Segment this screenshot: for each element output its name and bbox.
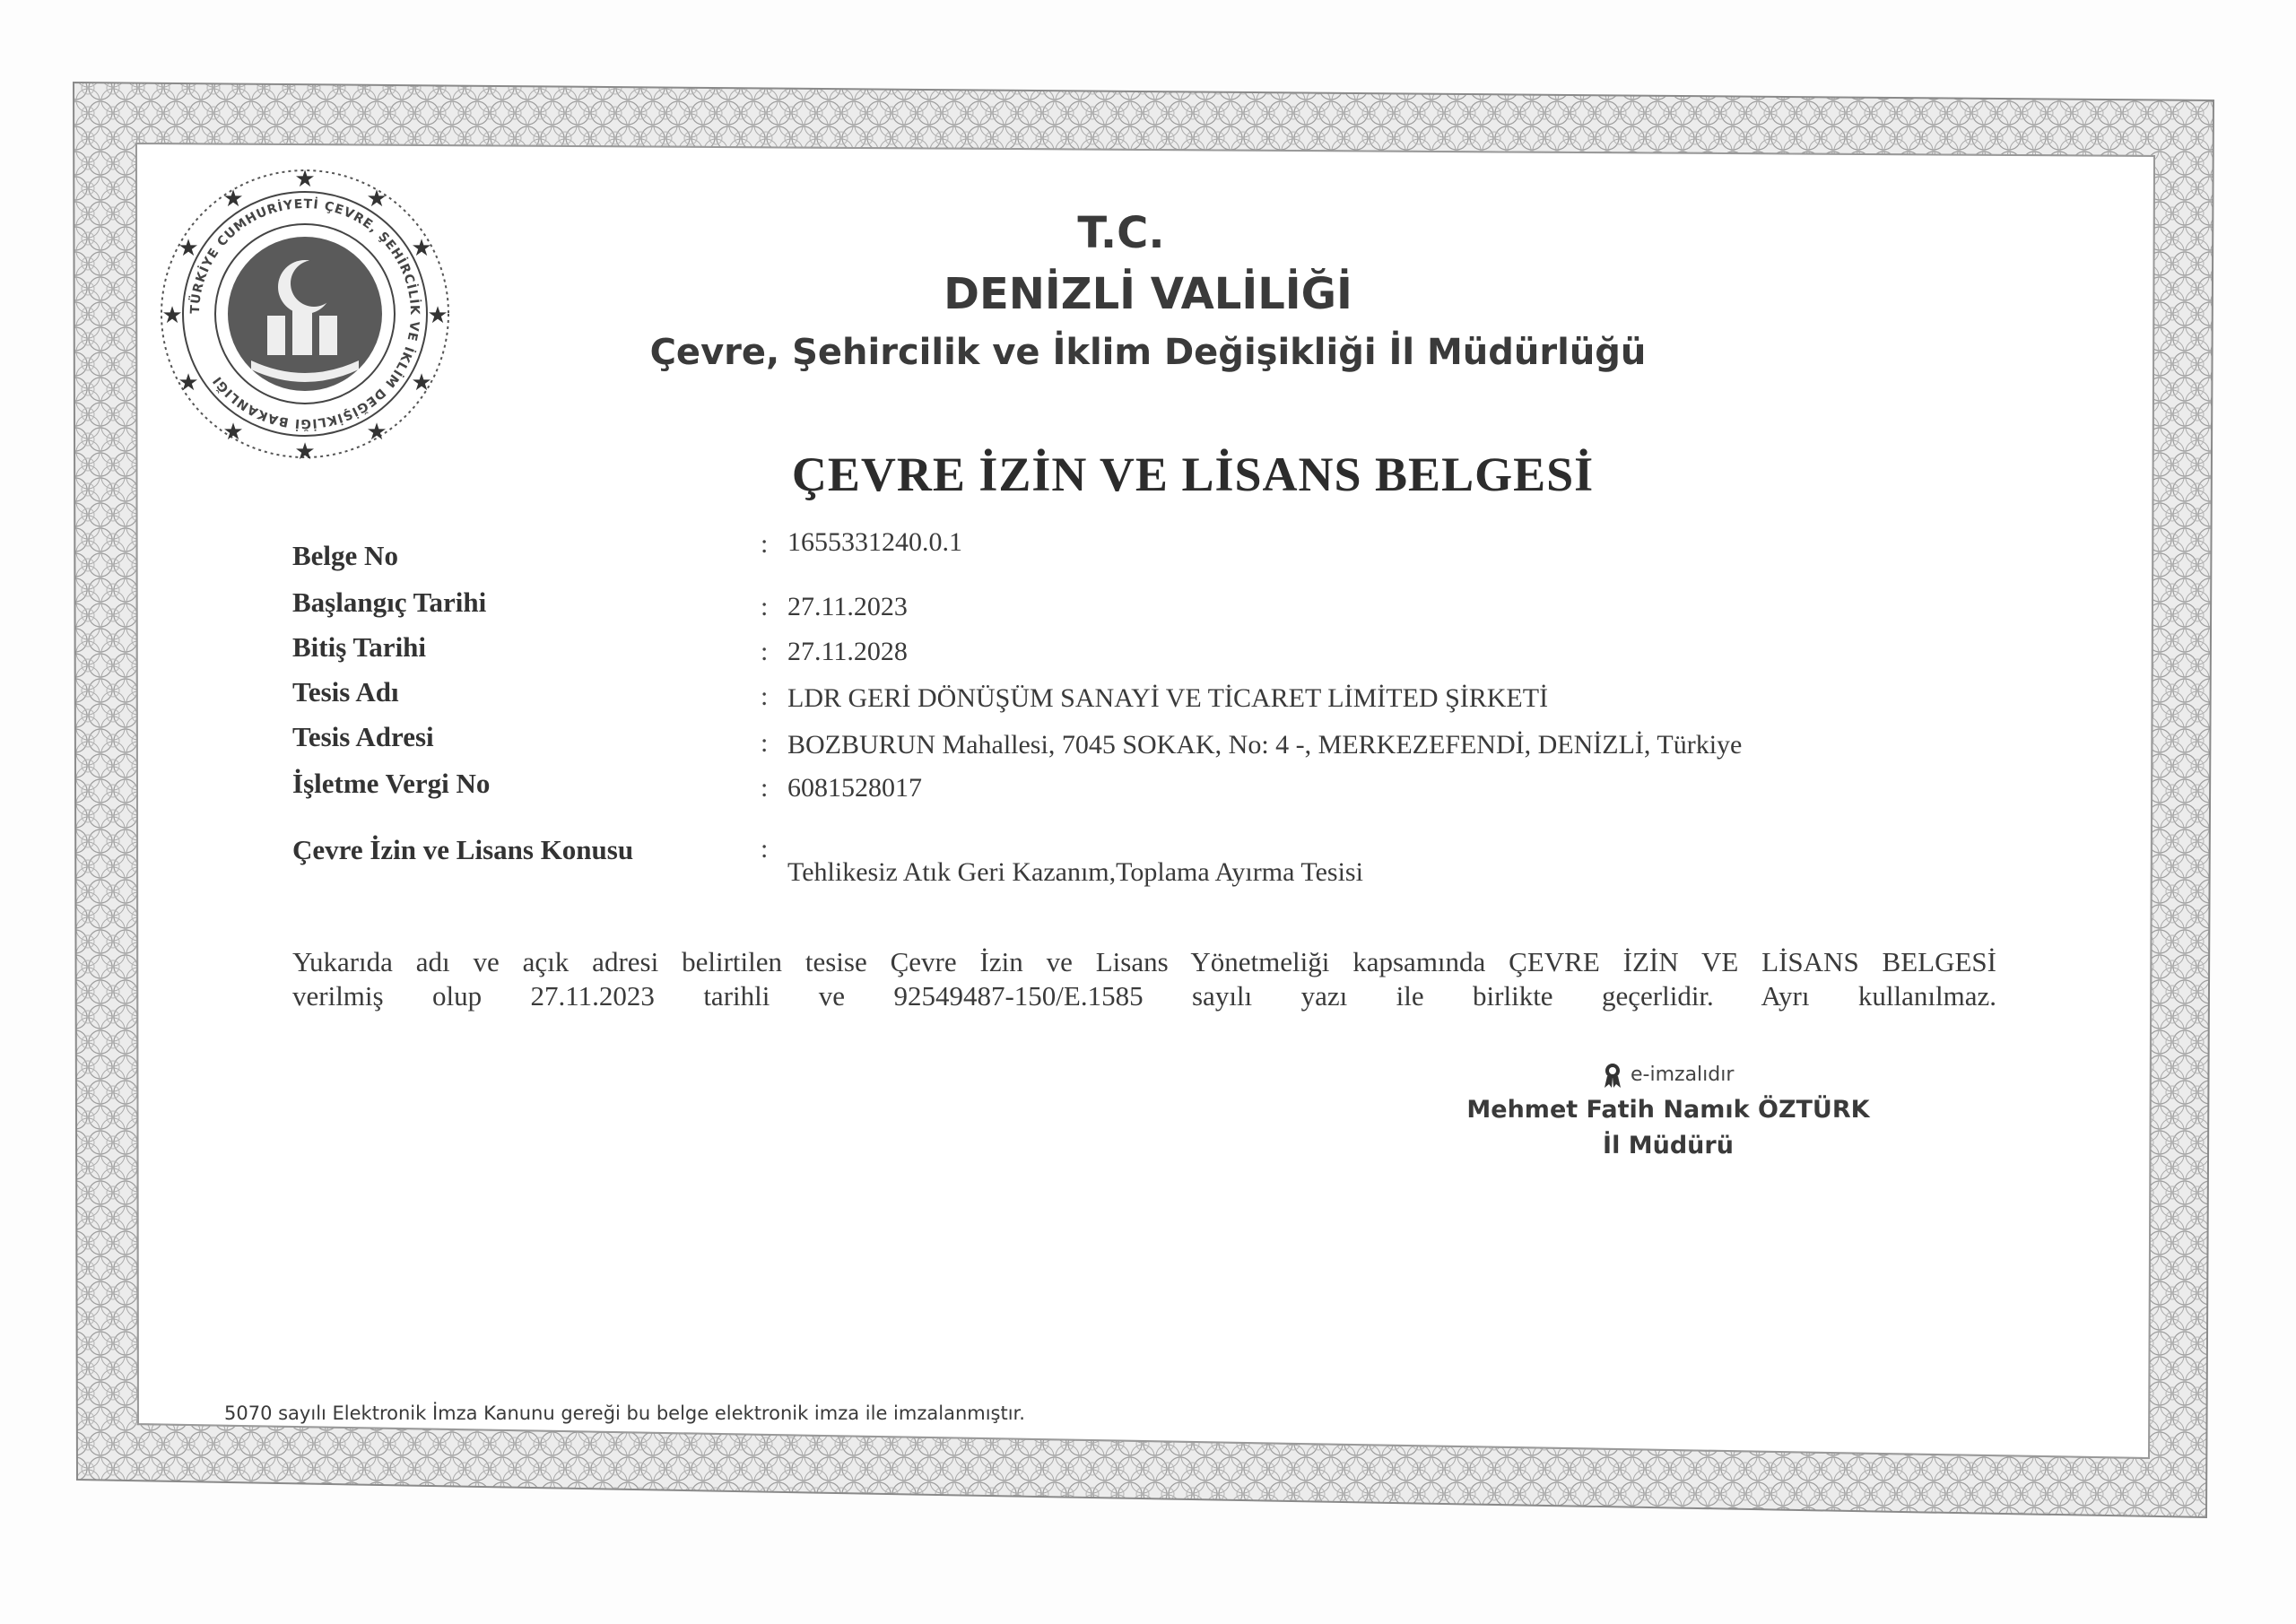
svg-text:★: ★	[161, 302, 183, 329]
value-baslangic-tarihi: 27.11.2023	[787, 592, 908, 621]
colon: :	[761, 728, 769, 758]
label-tesis-adi: Tesis Adı	[292, 676, 399, 708]
header-tc: T.C.	[1077, 208, 1165, 258]
svg-text:★: ★	[178, 235, 199, 262]
label-bitis-tarihi: Bitiş Tarihi	[292, 631, 427, 663]
signer-name: Mehmet Fatih Namık ÖZTÜRK	[1466, 1096, 1870, 1124]
body-paragraph	[292, 945, 1996, 1013]
body-line-1: Yukarıda adı ve açık adresi belirtilen tesise Çevre İzin ve Lisans Yönetmeliği kapsamında ÇEVRE İZİN VE LİSANS BELGESİ	[292, 946, 1996, 977]
footer-note: 5070 sayılı Elektronik İmza Kanunu gereği bu belge elektronik imza ile imzalanmıştır.	[224, 1403, 1025, 1424]
ministry-seal	[152, 161, 457, 466]
label-konu: Çevre İzin ve Lisans Konusu	[292, 834, 634, 865]
colon: :	[761, 529, 769, 559]
svg-text:★: ★	[366, 419, 387, 446]
document-title: ÇEVRE İZİN VE LİSANS BELGESİ	[791, 447, 1595, 501]
ribbon-badge-icon	[1602, 1062, 1623, 1089]
value-belge-no: 1655331240.0.1	[787, 527, 962, 557]
signer-title: İl Müdürü	[1603, 1132, 1734, 1159]
svg-text:★: ★	[411, 235, 432, 262]
svg-text:★: ★	[366, 186, 387, 213]
value-vergi-no: 6081528017	[787, 773, 922, 803]
label-tesis-adresi: Tesis Adresi	[292, 721, 434, 752]
seal-ring-text: TÜRKİYE CUMHURİYETİ ÇEVRE, ŞEHİRCİLİK VE İKLİM DEĞİŞİKLİĞİ BAKANLIĞI	[187, 196, 422, 431]
colon: :	[761, 834, 769, 864]
header-valilik: DENİZLİ VALİLİĞİ	[944, 269, 1352, 319]
value-tesis-adresi: BOZBURUN Mahallesi, 7045 SOKAK, No: 4 -, MERKEZEFENDİ, DENİZLİ, Türkiye	[787, 730, 1743, 760]
label-baslangic-tarihi: Başlangıç Tarihi	[292, 586, 487, 618]
svg-text:★: ★	[222, 186, 244, 213]
header-mudurluk: Çevre, Şehircilik ve İklim Değişikliği İl Müdürlüğü	[649, 332, 1647, 373]
svg-text:★: ★	[411, 369, 432, 396]
svg-text:★: ★	[294, 439, 316, 465]
label-vergi-no: İşletme Vergi No	[292, 768, 491, 799]
esign-note	[1602, 1062, 1734, 1089]
value-konu: Tehlikesiz Atık Geri Kazanım,Toplama Ayırma Tesisi	[787, 857, 1363, 887]
colon: :	[761, 682, 769, 711]
value-bitis-tarihi: 27.11.2028	[787, 637, 908, 666]
svg-text:★: ★	[294, 166, 316, 193]
colon: :	[761, 773, 769, 803]
esign-label: e-imzalıdır	[1631, 1064, 1735, 1086]
colon: :	[761, 592, 769, 621]
colon: :	[761, 637, 769, 666]
value-tesis-adi: LDR GERİ DÖNÜŞÜM SANAYİ VE TİCARET LİMİTED ŞİRKETİ	[787, 683, 1549, 713]
svg-text:★: ★	[178, 369, 199, 396]
label-belge-no: Belge No	[292, 540, 398, 571]
svg-text:★: ★	[222, 419, 244, 446]
svg-text:★: ★	[427, 302, 448, 329]
body-line-2: verilmiş olup 27.11.2023 tarihli ve 92549487-150/E.1585 sayılı yazı ile birlikte geçerlidir. Ayrı kullanılmaz.	[292, 980, 1996, 1012]
